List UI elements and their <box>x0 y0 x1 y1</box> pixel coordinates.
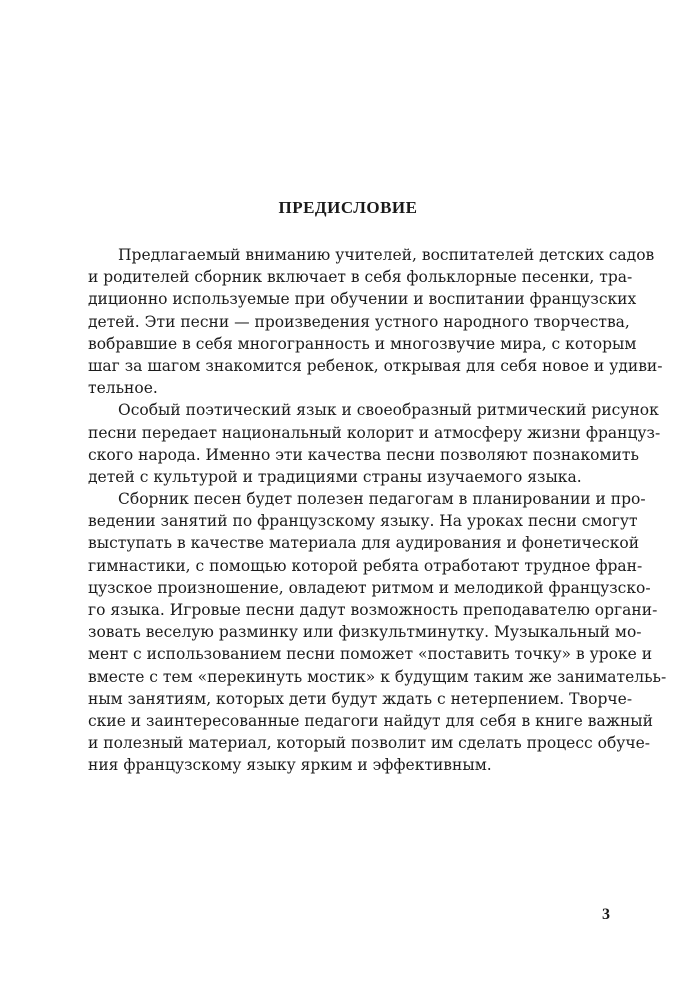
paragraph-2-line-1: Особый поэтический язык и своеобразный ритмический рисунок <box>118 401 659 420</box>
page-title: ПРЕДИСЛОВИЕ <box>278 198 418 217</box>
paragraph-1-line-4: детей. Эти песни — произведения устного народного творчества, <box>88 312 630 331</box>
paragraph-3-line-12: и полезный материал, который позволит им сделать процесс обуче- <box>88 734 651 753</box>
paragraph-3-line-4: гимнастики, с помощью которой ребята отработают трудное фран- <box>88 556 643 575</box>
paragraph-3-line-1: Сборник песен будет полезен педагогам в планировании и про- <box>118 490 646 509</box>
paragraph-3-line-7: зовать веселую разминку или физкультминутку. Музыкальный мо- <box>88 623 642 642</box>
paragraph-1-line-3: диционно используемые при обучении и воспитании французских <box>88 290 637 309</box>
preface-body <box>88 244 667 777</box>
paragraph-1-line-5: вобравшие в себя многогранность и многозвучие мира, с которым <box>88 334 637 353</box>
paragraph-3-line-5: цузское произношение, овладеют ритмом и мелодикой французско- <box>88 578 651 597</box>
paragraph-3-line-9: вместе с тем «перекинуть мостик» к будущим таким же занимательь- <box>88 667 667 686</box>
paragraph-3-line-8: мент с использованием песни поможет «поставить точку» в уроке и <box>88 645 653 664</box>
paragraph-3-line-6: го языка. Игровые песни дадут возможность преподавателю органи- <box>88 601 658 619</box>
paragraph-2-line-2: песни передает национальный колорит и атмосферу жизни француз- <box>88 423 661 442</box>
paragraph-1-line-1: Предлагаемый вниманию учителей, воспитателей детских садов <box>118 246 655 264</box>
paragraph-1-line-6: шаг за шагом знакомится ребенок, открывая для себя новое и удиви- <box>88 356 663 375</box>
paragraph-3-line-2: ведении занятий по французскому языку. На уроках песни смогут <box>88 512 638 531</box>
paragraph-3-line-11: ские и заинтересованные педагоги найдут для себя в книге важный <box>88 711 653 730</box>
paragraph-2-line-4: детей с культурой и традициями страны изучаемого языка. <box>88 467 582 486</box>
page-number: 3 <box>602 906 610 923</box>
paragraph-1-line-7: тельное. <box>88 379 158 398</box>
paragraph-2-line-3: ского народа. Именно эти качества песни позволяют познакомить <box>88 445 639 464</box>
paragraph-3-line-3: выступать в качестве материала для аудирования и фонетической <box>88 534 640 553</box>
paragraph-3-line-10: ным занятиям, которых дети будут ждать с нетерпением. Творче- <box>88 689 633 708</box>
paragraph-3-line-13: ния французскому языку ярким и эффективным. <box>88 756 492 775</box>
paragraph-1-line-2: и родителей сборник включает в себя фольклорные песенки, тра- <box>88 268 633 287</box>
